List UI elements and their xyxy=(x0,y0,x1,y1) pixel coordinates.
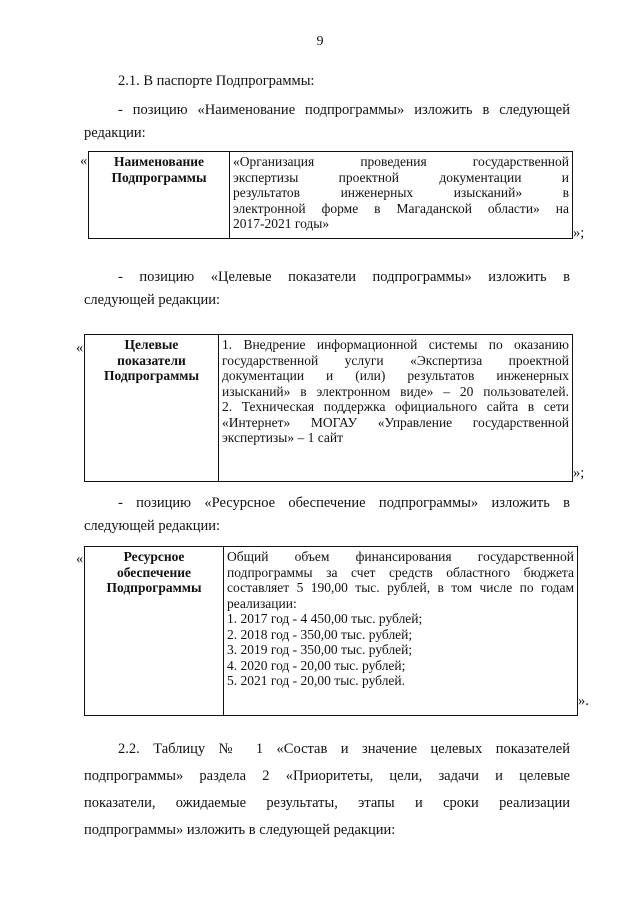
item3-value-line: 5. 2021 год - 20,00 тыс. рублей. xyxy=(227,673,406,688)
item2-value-line: государственной услуги «Экспертиза проектной xyxy=(222,352,569,368)
item3-table xyxy=(84,546,578,716)
item2-value-line: документации и (или) результатов инженерных xyxy=(222,368,569,383)
item2-value-line: экспертизы» – 1 сайт xyxy=(222,430,343,445)
item2-value-cell xyxy=(219,335,573,482)
item1-table xyxy=(88,151,573,239)
item2-header-line: показатели xyxy=(117,352,186,368)
item2-value-line: изысканий» в электронном виде» – 20 пользователей. xyxy=(222,383,569,399)
item1-value-line: экспертизы проектной документации и xyxy=(233,169,569,185)
item1-value-line: электронной форме в Магаданской области» на xyxy=(233,200,569,216)
item2-intro-line1: - позицию «Целевые показатели подпрограммы» изложить в xyxy=(118,269,570,285)
item1-value-line: 2017-2021 годы» xyxy=(233,216,330,231)
item2-table xyxy=(84,334,573,482)
section-2-2-line2: подпрограммы» раздела 2 «Приоритеты, цели, задачи и целевые xyxy=(84,768,570,784)
item2-value-line: 2. Техническая поддержка официального сайта в сети xyxy=(222,399,569,414)
item1-header-line: Подпрограммы xyxy=(111,169,207,185)
item1-intro-line1: - позицию «Наименование подпрограммы» изложить в следующей xyxy=(118,102,570,118)
item3-value-line: реализации: xyxy=(227,595,297,611)
item1-value-cell xyxy=(230,152,573,239)
item2-quote-open: « xyxy=(76,340,84,356)
item3-quote-close: ». xyxy=(578,693,589,709)
section-heading: 2.1. В паспорте Подпрограммы: xyxy=(118,73,315,89)
item3-quote-open: « xyxy=(76,551,84,567)
item3-intro-line2: следующей редакции: xyxy=(84,518,221,534)
item2-header-cell xyxy=(85,335,219,482)
item1-header-cell xyxy=(89,152,230,239)
item1-header-line: Наименование xyxy=(114,154,204,169)
item3-header-cell xyxy=(85,547,224,716)
item3-intro-line1: - позицию «Ресурсное обеспечение подпрограммы» изложить в xyxy=(118,495,570,511)
item3-value-line: 1. 2017 год - 4 450,00 тыс. рублей; xyxy=(227,611,423,626)
section-2-2-line1: 2.2. Таблицу № 1 «Состав и значение целевых показателей xyxy=(118,741,570,757)
section-2-2-line3: показатели, ожидаемые результаты, этапы и сроки реализации xyxy=(84,795,570,811)
item2-quote-close: »; xyxy=(573,465,585,481)
page-number: 9 xyxy=(316,34,324,49)
item1-intro-line2: редакции: xyxy=(84,125,146,141)
item3-value-line: подпрограммы за счет средств областного бюджета xyxy=(227,564,574,580)
item2-intro-line2: следующей редакции: xyxy=(84,292,221,308)
section-2-2-line4: подпрограммы» изложить в следующей редакции: xyxy=(84,822,396,838)
item3-value-line: 4. 2020 год - 20,00 тыс. рублей; xyxy=(227,657,406,673)
item1-value-line: «Организация проведения государственной xyxy=(233,154,569,169)
item3-value-line: 3. 2019 год - 350,00 тыс. рублей; xyxy=(227,642,413,657)
item2-header-line: Подпрограммы xyxy=(103,368,200,383)
item2-value-line: «Интернет» МОГАУ «Управление государственной xyxy=(222,414,569,430)
item1-quote-open: « xyxy=(80,153,88,169)
item3-header-line: Подпрограммы xyxy=(106,580,202,595)
item2-value-line: 1. Внедрение информационной системы по оказанию xyxy=(222,337,569,352)
item3-value-line: составляет 5 190,00 тыс. рублей, в том числе по годам xyxy=(227,580,574,595)
item3-header-line: Ресурсное xyxy=(123,549,185,564)
item1-quote-close: »; xyxy=(573,225,585,241)
item3-value-line: 2. 2018 год - 350,00 тыс. рублей; xyxy=(227,626,413,642)
item3-header-line: обеспечение xyxy=(116,564,192,580)
item3-value-cell xyxy=(224,547,578,716)
item1-value-line: результатов инженерных изысканий» в xyxy=(233,185,569,200)
item3-value-line: Общий объем финансирования государственной xyxy=(227,549,574,564)
item2-header-line: Целевые xyxy=(124,337,179,352)
